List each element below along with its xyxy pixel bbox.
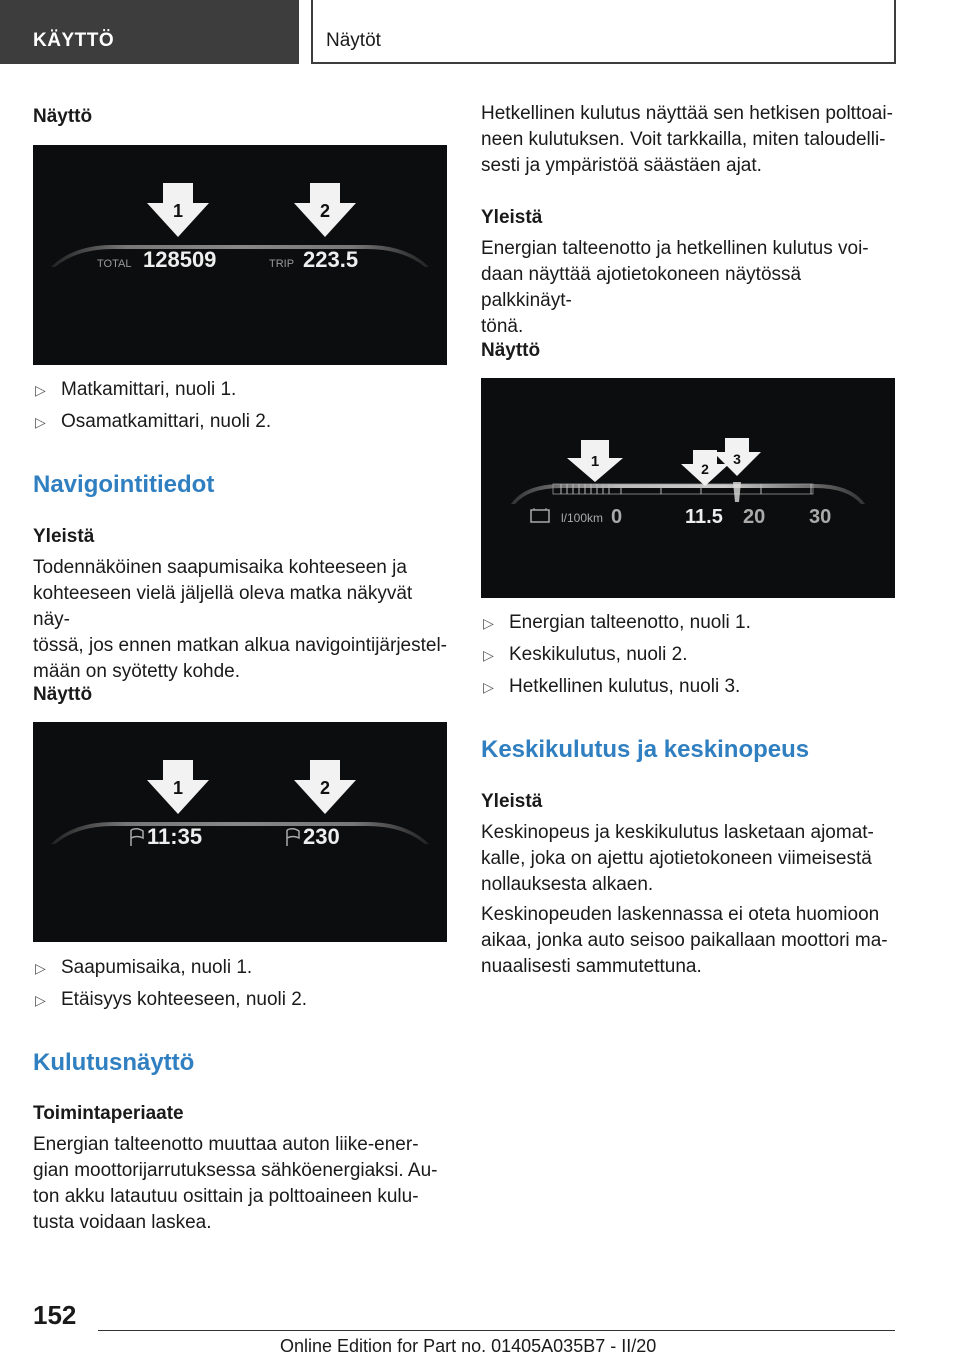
consumption-heading: Kulutusnäyttö	[33, 1049, 195, 1076]
arrow-1-icon	[567, 440, 623, 482]
triangle-bullet-icon: ▷	[483, 615, 494, 631]
consumption-display-image	[481, 378, 895, 598]
scale-30: 30	[809, 506, 832, 528]
list-item: ▷ Osamatkamittari, nuoli 2.	[33, 409, 271, 435]
total-value: 128509	[143, 247, 217, 272]
average-paragraph-1: Keskinopeus ja keskikulutus lasketaan ajomat- kalle, joka on ajettu ajotietokoneen viimeisestä nollauksesta alkaen.	[481, 822, 874, 895]
scale-20: 20	[743, 506, 766, 528]
arrow-2-label: 2	[319, 201, 331, 221]
list-item: ▷ Matkamittari, nuoli 1.	[33, 377, 236, 403]
average-heading: Keskikulutus ja keskinopeus	[481, 736, 810, 763]
list-item: ▷ Hetkellinen kulutus, nuoli 3.	[481, 674, 740, 700]
consumption-subheading: Toimintaperiaate	[33, 1103, 184, 1124]
trip-label: TRIP	[269, 258, 295, 270]
arrow-1-icon	[147, 183, 209, 237]
nav-subheading: Yleistä	[33, 526, 95, 547]
average-paragraph-2: Keskinopeuden laskennassa ei oteta huomioon aikaa, jonka auto seisoo paikallaan moottori ma- nuaalisesti sammutettuna.	[481, 904, 888, 977]
svg-text:1: 1	[172, 778, 184, 798]
battery-icon	[531, 508, 549, 522]
arrow-1-label: 1	[172, 201, 184, 221]
list-item: ▷ Etäisyys kohteeseen, nuoli 2.	[33, 987, 307, 1013]
intro-paragraph: Hetkellinen kulutus näyttää sen hetkisen polttoai- neen kulutuksen. Voit tarkkailla, miten taloudelli- sesti ja ympäristöä säästäen ajat.	[481, 103, 893, 176]
triangle-bullet-icon: ▷	[35, 992, 46, 1008]
flag-icon	[131, 829, 143, 846]
header-chapter-box	[311, 0, 896, 64]
display3-heading: Näyttö	[481, 340, 541, 361]
list-item: ▷ Keskikulutus, nuoli 2.	[481, 642, 688, 668]
footer-edition: Online Edition for Part no. 01405A035B7 - II/20	[280, 1336, 657, 1356]
consumption-paragraph: Energian talteenotto muuttaa auton liike-ener- gian moottorijarrutuksessa sähköenergiaksi. Au- ton akku latautuu osittain ja polttoaineen kulu- tusta voidaan laskea.	[33, 1134, 438, 1233]
flag-icon	[287, 829, 299, 846]
nav-paragraph: Todennäköinen saapumisaika kohteeseen ja kohteeseen vielä jäljellä oleva matka näkyvät näy- tössä, jos ennen matkan alkua navigointijärjestel- mään on syötetty kohde.	[33, 557, 448, 682]
odometer-display-image	[33, 145, 447, 365]
list-item: ▷ Energian talteenotto, nuoli 1.	[481, 610, 751, 636]
triangle-bullet-icon: ▷	[35, 382, 46, 398]
distance-value: 230	[303, 824, 340, 849]
triangle-bullet-icon: ▷	[483, 647, 494, 663]
footer-divider	[98, 1330, 895, 1331]
trip-value: 223.5	[303, 247, 359, 272]
unit-label: l/100km	[561, 511, 604, 525]
svg-text:2: 2	[701, 461, 709, 477]
header-section-label: KÄYTTÖ	[33, 30, 115, 51]
svg-text:1: 1	[590, 453, 600, 470]
triangle-bullet-icon: ▷	[35, 414, 46, 430]
general-subheading: Yleistä	[481, 207, 543, 228]
display1-heading: Näyttö	[33, 106, 93, 127]
arrival-time-value: 11:35	[147, 824, 203, 849]
arrow-2-icon	[294, 183, 356, 237]
triangle-bullet-icon: ▷	[483, 679, 494, 695]
arrow-1-icon	[147, 760, 209, 814]
svg-text:2: 2	[319, 778, 331, 798]
page-number: 152	[33, 1300, 77, 1330]
total-label: TOTAL	[97, 258, 132, 270]
average-subheading: Yleistä	[481, 791, 543, 812]
triangle-bullet-icon: ▷	[35, 960, 46, 976]
nav-heading: Navigointitiedot	[33, 471, 215, 498]
header-chapter-label: Näytöt	[326, 30, 381, 51]
list-item: ▷ Saapumisaika, nuoli 1.	[33, 955, 252, 981]
navigation-display-image	[33, 722, 447, 942]
display2-heading: Näyttö	[33, 684, 93, 705]
average-value: 11.5	[685, 506, 723, 528]
header-section-tab	[0, 0, 299, 64]
scale-0: 0	[611, 506, 623, 528]
general-paragraph: Energian talteenotto ja hetkellinen kulutus voi- daan näyttää ajotietokoneen näytössä palkkinäyt- tönä.	[481, 238, 869, 337]
svg-text:3: 3	[733, 451, 741, 467]
arrow-2-icon	[294, 760, 356, 814]
